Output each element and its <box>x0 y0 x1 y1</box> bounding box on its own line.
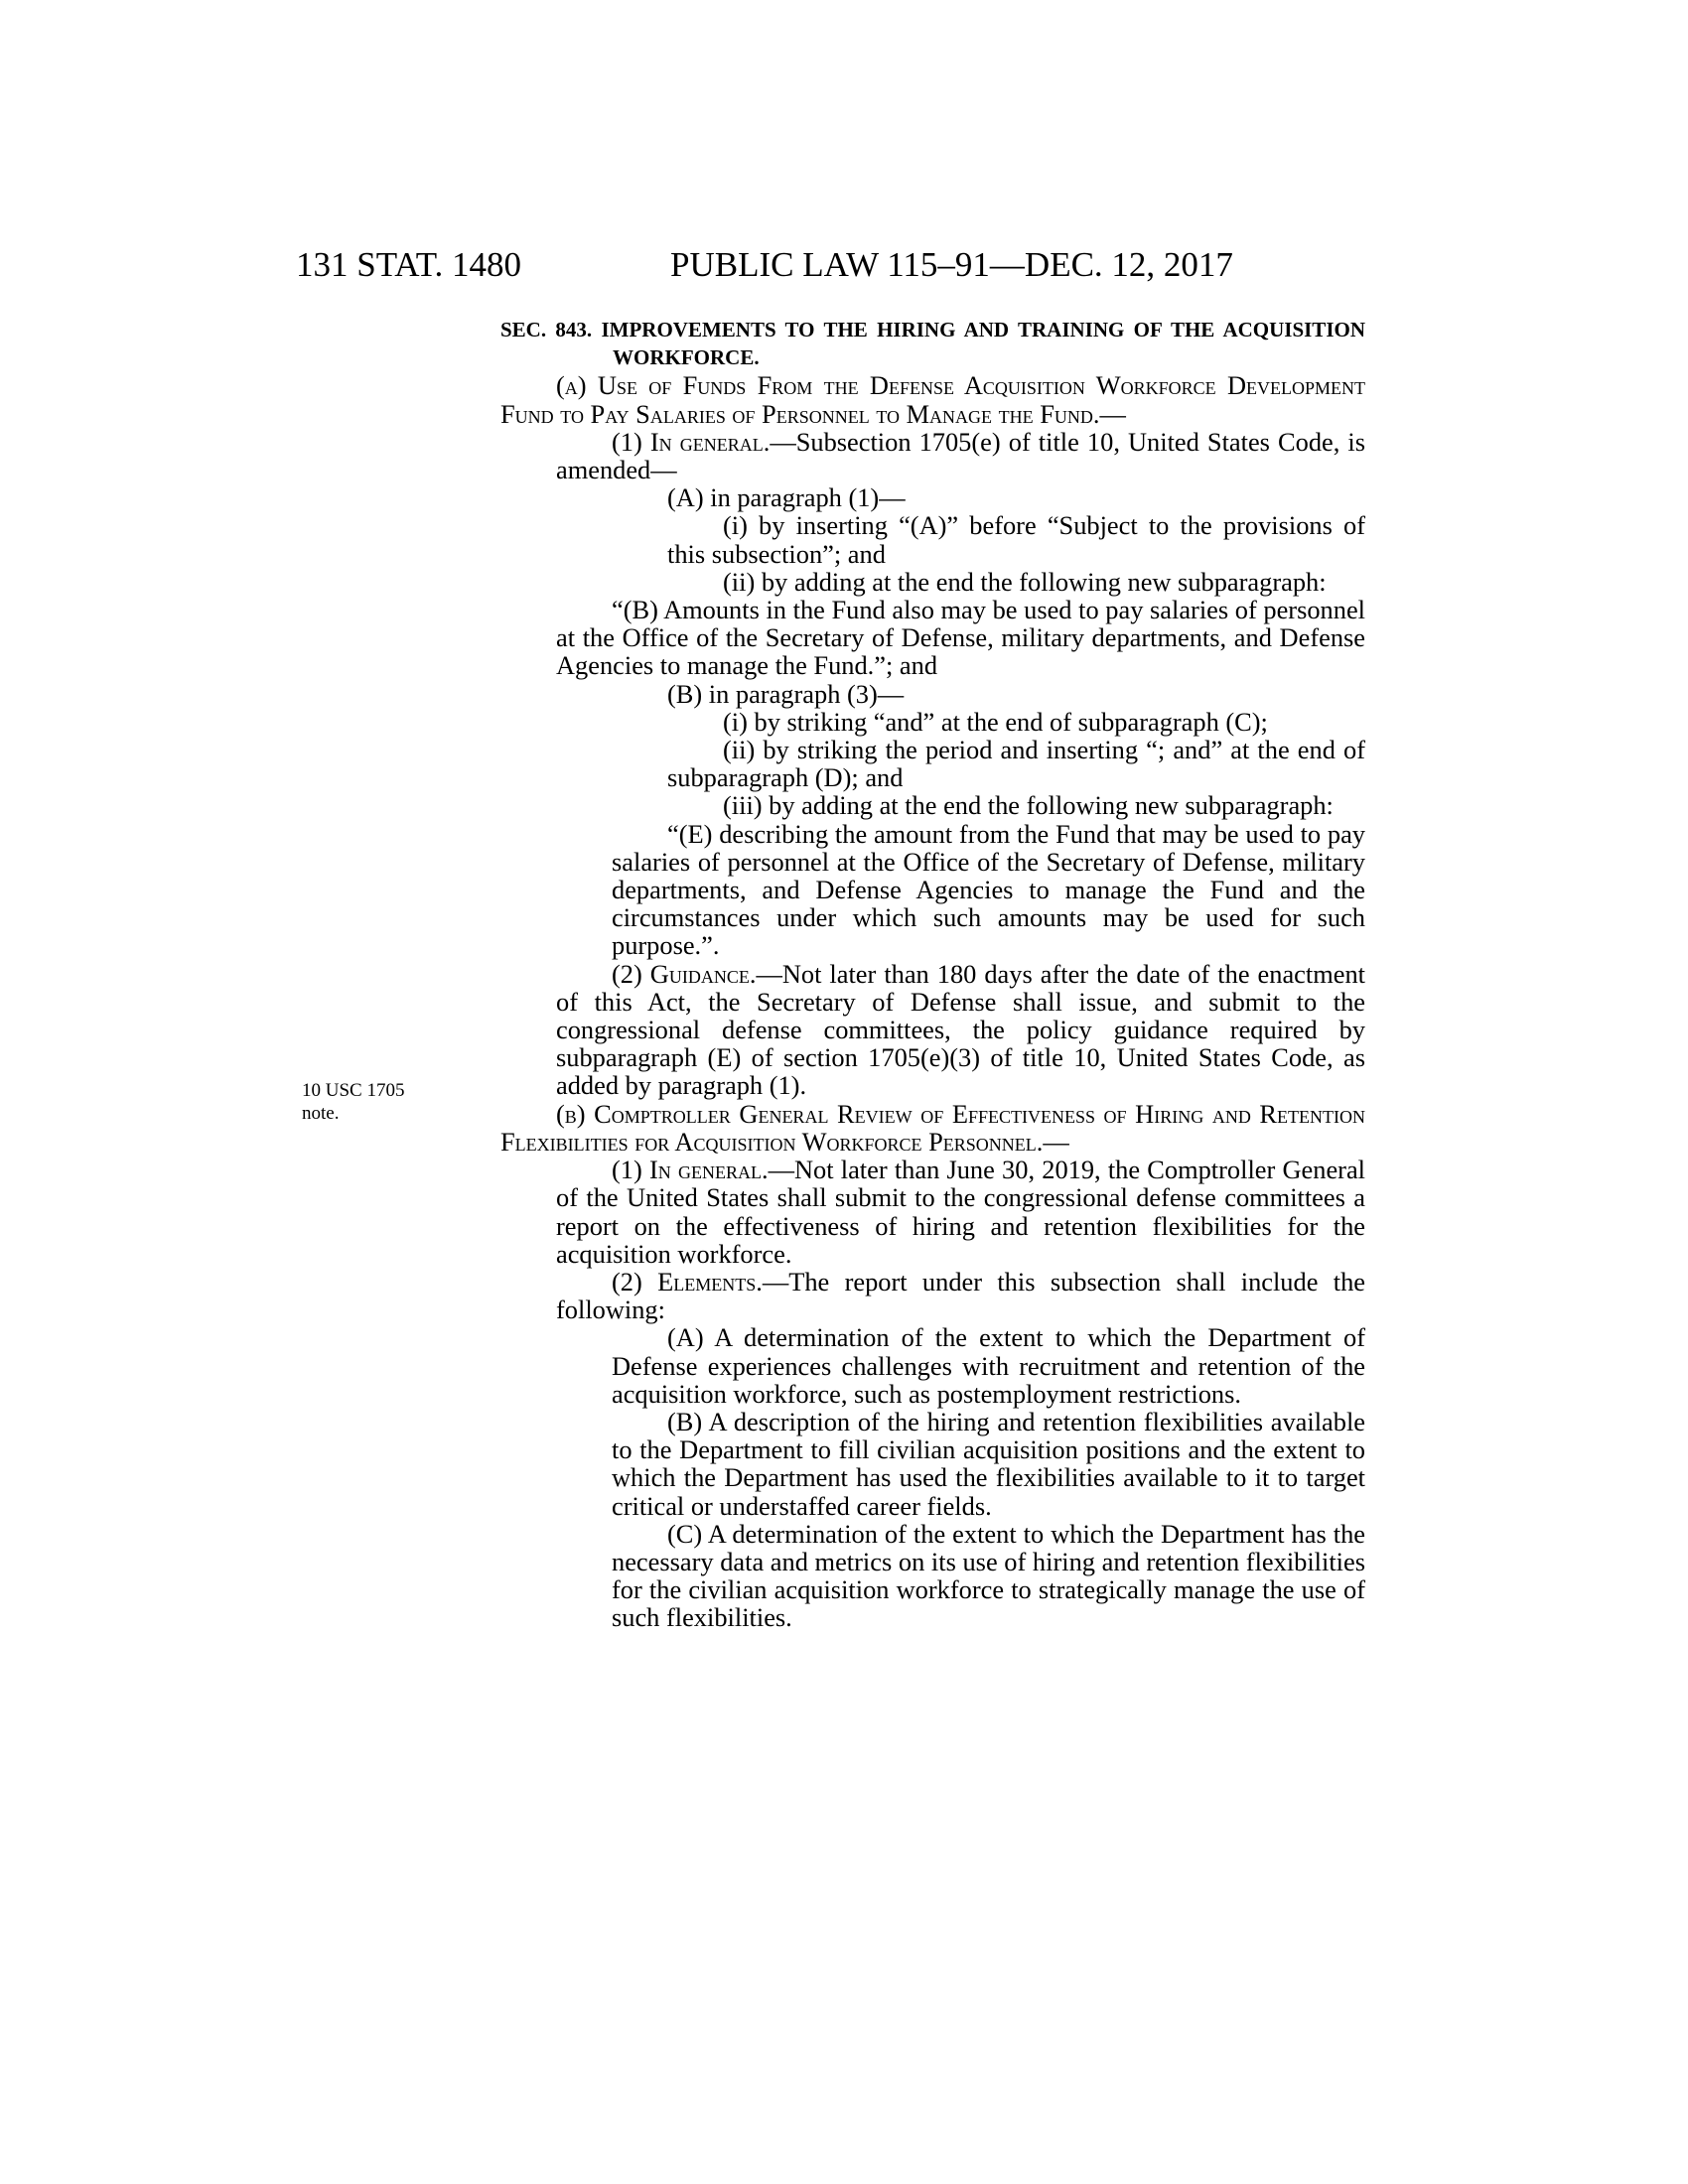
paragraph-text: —Not later than June 30, 2019, the Comptroller General of the United States shall submit to the congressional defense committees a report on the effectiveness of hiring and retention flexibilities for the acquisition workforce. <box>556 1155 1365 1269</box>
subsection-a-clause-B-i: (i) by striking “and” at the end of subparagraph (C); <box>723 706 1268 737</box>
subsection-a-clause-B: (B) in paragraph (3)— <box>667 678 905 709</box>
paragraph-label: (2) Elements. <box>612 1266 763 1297</box>
statute-page-number: 131 STAT. 1480 <box>296 245 521 284</box>
subsection-b-heading: (b) Comptroller General Review of Effectiveness of Hiring and Retention Flexibilities for Acquisition Workforce Personnel.— <box>500 1098 1365 1157</box>
subsection-a-clause-A-i: (i) by inserting “(A)” before “Subject to the provisions of this subsection”; and <box>667 510 1365 569</box>
subsection-a-clause-B-iii: (iii) by adding at the end the following new subparagraph: <box>723 790 1334 821</box>
paragraph-text: —Not later than 180 days after the date of the enactment of this Act, the Secretary of Defense shall issue, and submit to the congressional defense committees, the policy guidance required by subparagraph (E) of section 1705(e)(3) of title 10, United States Code, as added by paragraph (1). <box>556 958 1365 1101</box>
subsection-b-paragraph-1 <box>500 1156 1365 1268</box>
subsection-a-clause-B-ii: (ii) by striking the period and inserting “; and” at the end of subparagraph (D); and <box>667 735 1365 793</box>
subsection-a-clause-A-ii: (ii) by adding at the end the following new subparagraph: <box>723 566 1327 597</box>
subsection-b-clause-A: (A) A determination of the extent to which the Department of Defense experiences challenges with recruitment and retention of the acquisition workforce, such as postemployment restrictions. <box>612 1322 1365 1409</box>
subsection-b-paragraph-2 <box>500 1268 1365 1323</box>
paragraph-text: —The report under this subsection shall include the following: <box>556 1266 1365 1325</box>
margin-note <box>302 1079 481 1125</box>
section-heading: SEC. 843. IMPROVEMENTS TO THE HIRING AND TRAINING OF THE ACQUISITION WORKFORCE. <box>500 318 1365 370</box>
subsection-b-clause-C: (C) A determination of the extent to which the Department has the necessary data and metrics on its use of hiring and retention flexibilities for the civilian acquisition workforce to strategically manage the use of such flexibilities. <box>612 1518 1365 1633</box>
quoted-subparagraph-B: “(B) Amounts in the Fund also may be used to pay salaries of personnel at the Office of the Secretary of Defense, military departments, and Defense Agencies to manage the Fund.”; and <box>556 595 1365 681</box>
public-law-citation: PUBLIC LAW 115–91—DEC. 12, 2017 <box>670 245 1233 284</box>
subsection-b-clause-B: (B) A description of the hiring and retention flexibilities available to the Department to fill civilian acquisition positions and the extent to which the Department has used the flexibilities available to it to target critical or understaffed career fields. <box>612 1406 1365 1521</box>
quoted-subparagraph-E: “(E) describing the amount from the Fund that may be used to pay salaries of personnel at the Office of the Secretary of Defense, military departments, and Defense Agencies to manage the Fund and the circumstances under which such amounts may be used for such purpose.”. <box>612 818 1365 961</box>
margin-note-citation: 10 USC 1705 <box>302 1080 405 1101</box>
margin-note-suffix: note. <box>302 1103 340 1124</box>
paragraph-label: (1) In general. <box>612 426 771 457</box>
subsection-a-paragraph-2 <box>500 960 1365 1100</box>
subsection-a-heading: (a) Use of Funds From the Defense Acquisition Workforce Development Fund to Pay Salaries of Personnel to Manage the Fund.— <box>500 370 1365 429</box>
paragraph-label: (1) In general. <box>612 1155 769 1185</box>
paragraph-text: —Subsection 1705(e) of title 10, United States Code, is amended— <box>556 426 1365 485</box>
paragraph-label: (2) Guidance. <box>612 958 757 989</box>
document-body <box>500 316 1365 1632</box>
subsection-a-clause-A: (A) in paragraph (1)— <box>667 482 906 513</box>
subsection-a-paragraph-1 <box>500 428 1365 483</box>
